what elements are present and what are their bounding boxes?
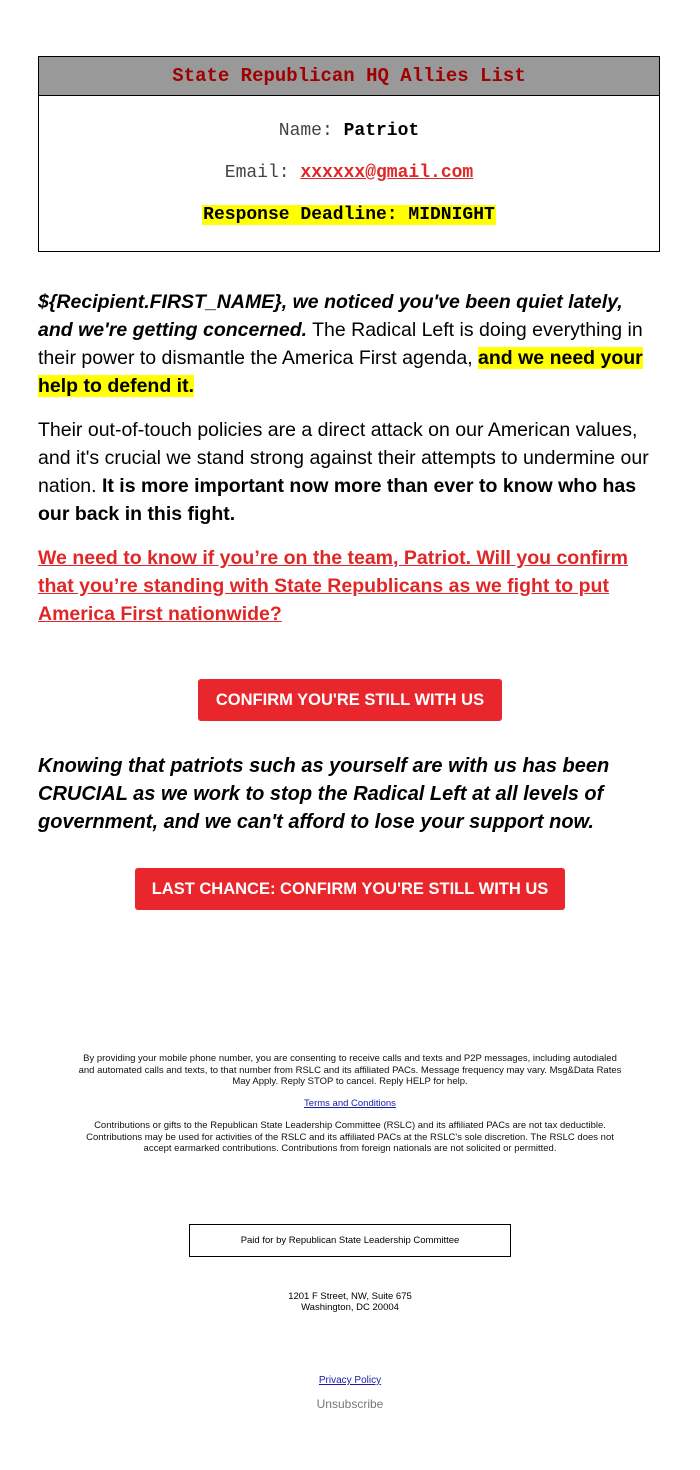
paid-for-disclaimer: Paid for by Republican State Leadership Committee [189,1224,511,1257]
email-link[interactable]: xxxxxx@gmail.com [300,163,474,183]
allies-list-title: State Republican HQ Allies List [39,57,659,96]
privacy-row [0,1375,700,1386]
intro-highlight: and we need your help to defend it. [38,347,643,397]
confirm-button[interactable]: CONFIRM YOU'RE STILL WITH US [198,679,502,721]
address-line-1: 1201 F Street, NW, Suite 675 [288,1291,412,1302]
email-row [39,163,659,183]
intro-text: The Radical Left is doing everything in their power to dismantle the America First agenda, [38,319,643,369]
policy-bold: It is more important now more than ever to know who has our back in this fight. [38,475,637,525]
last-chance-confirm-button[interactable]: LAST CHANCE: CONFIRM YOU'RE STILL WITH US [135,868,565,910]
name-value: Patriot [343,121,420,141]
terms-link[interactable]: Terms and Conditions [304,1098,396,1109]
privacy-policy-link[interactable]: Privacy Policy [318,1375,382,1386]
deadline-row [39,205,659,225]
policy-text: Their out-of-touch policies are a direct attack on our American values, and it's crucial we stand strong against their attempts to undermine our nation. [38,419,649,497]
email-label: Email: [224,163,290,183]
intro-bold-italic: ${Recipient.FIRST_NAME}, we noticed you've been quiet lately, and we're getting concerned. [38,291,623,341]
name-label: Name: [278,121,333,141]
terms-row [78,1098,622,1110]
name-row [39,121,659,141]
allies-list-box [38,56,660,252]
team-confirm-link[interactable]: We need to know if you’re on the team, Patriot. Will you confirm that you’re standing with State Republicans as we fight to put America First nationwide? [38,547,628,625]
sms-consent-text: By providing your mobile phone number, you are consenting to receive calls and texts and P2P messages, including autodialed and automated calls and texts, to that number from RSLC and its affiliated PACs. Message frequency may vary. Msg&Data Rates May Apply. Reply STOP to cancel. Reply HELP for help. [78,1053,622,1087]
contributions-disclaimer: Contributions or gifts to the Republican State Leadership Committee (RSLC) and its affiliated PACs are not tax deductible. Contributions may be used for activities of the RSLC and its affiliated PACs at the RSLC's sole discretion. The RSLC does not accept earmarked contributions. Contributions from foreign nationals are not solicited or permitted. [86,1120,614,1154]
policy-paragraph [38,416,660,528]
unsubscribe-link[interactable]: Unsubscribe [316,1397,384,1411]
address-line-2: Washington, DC 20004 [301,1302,399,1313]
crucial-paragraph: Knowing that patriots such as yourself are with us has been CRUCIAL as we work to stop the Radical Left at all levels of government, and we can't afford to lose your support now. [38,755,610,833]
intro-paragraph [38,288,660,400]
response-deadline: Response Deadline: MIDNIGHT [203,205,495,225]
